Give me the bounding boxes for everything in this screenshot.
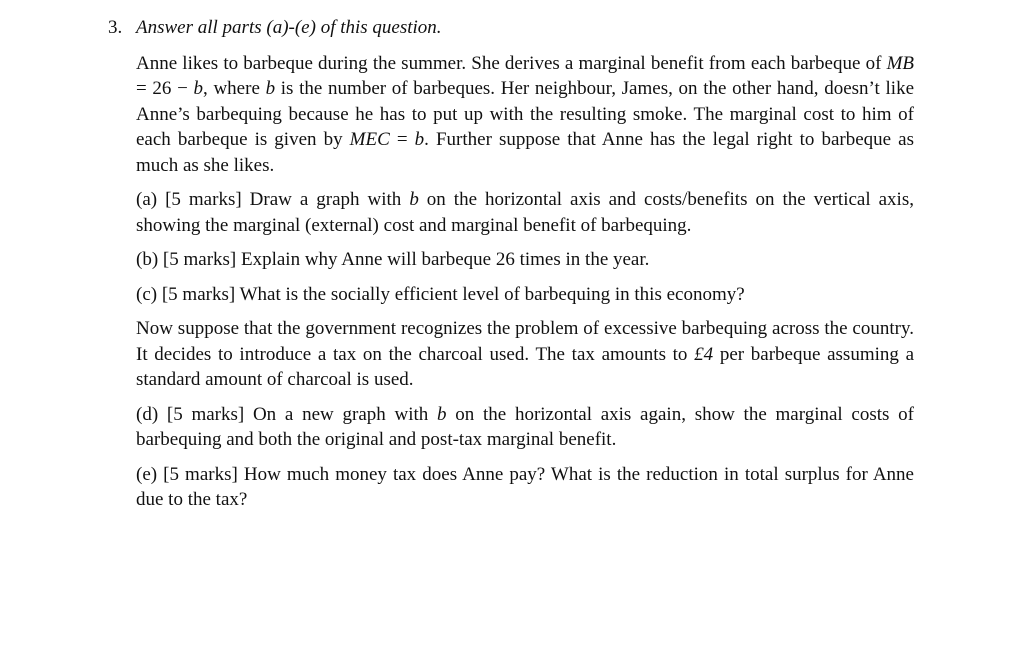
part-d-text-1: (d) [5 marks] On a new graph with	[136, 403, 438, 425]
question-instruction: Answer all parts (a)-(e) of this question.	[136, 17, 442, 38]
intro-text-5: =	[389, 129, 415, 150]
intro-text-2: = 26 −	[136, 78, 194, 99]
tax-paragraph	[136, 316, 914, 393]
intro-math-b3: b	[414, 129, 425, 150]
intro-text-3: , where	[203, 78, 266, 99]
question-3	[108, 15, 916, 522]
tax-text-1: Now suppose that the government recognizes the problem of excessive barbequing across the country. It decides to introduce a tax on the charcoal used. The tax amounts to	[136, 318, 914, 365]
question-header	[108, 15, 916, 41]
tax-math-amount: £4	[694, 343, 714, 365]
intro-text-6: . Further suppose that Anne has the legal right to barbeque as much as she likes.	[136, 129, 914, 176]
part-a-text-1: (a) [5 marks] Draw a graph with	[136, 189, 410, 210]
intro-math-b2: b	[265, 78, 276, 99]
question-body	[136, 51, 914, 513]
part-d	[136, 402, 914, 453]
intro-math-mb: MB	[886, 52, 914, 74]
part-d-math-b: b	[437, 403, 447, 425]
part-e: (e) [5 marks] How much money tax does Anne pay? What is the reduction in total surplus for Anne due to the tax?	[136, 463, 914, 510]
tax-text-2: per barbeque assuming a standard amount of charcoal is used.	[136, 343, 915, 390]
part-d-text-2: on the horizontal axis again, show the marginal costs of barbequing and both the original and post-tax marginal benefit.	[136, 403, 914, 450]
intro-text-4: is the number of barbeques. Her neighbour, James, on the other hand, doesn’t like Anne’s barbequing because he has to put up with the resulting smoke. The marginal cost to him of each barbeque is given by	[136, 78, 915, 150]
intro-text-1: Anne likes to barbeque during the summer. She derives a marginal benefit from each barbeque of	[136, 52, 887, 74]
intro-paragraph	[136, 51, 914, 179]
part-c: (c) [5 marks] What is the socially efficient level of barbequing in this economy?	[136, 283, 745, 305]
part-a-math-b: b	[409, 189, 419, 210]
question-number: 3.	[108, 17, 123, 38]
part-a-text-2: on the horizontal axis and costs/benefits on the vertical axis, showing the marginal (external) cost and marginal benefit of barbequing.	[136, 189, 914, 236]
part-b: (b) [5 marks] Explain why Anne will barbeque 26 times in the year.	[136, 249, 650, 270]
part-a	[136, 187, 914, 238]
intro-math-b1: b	[193, 78, 204, 99]
intro-math-mec: MEC	[349, 129, 390, 150]
